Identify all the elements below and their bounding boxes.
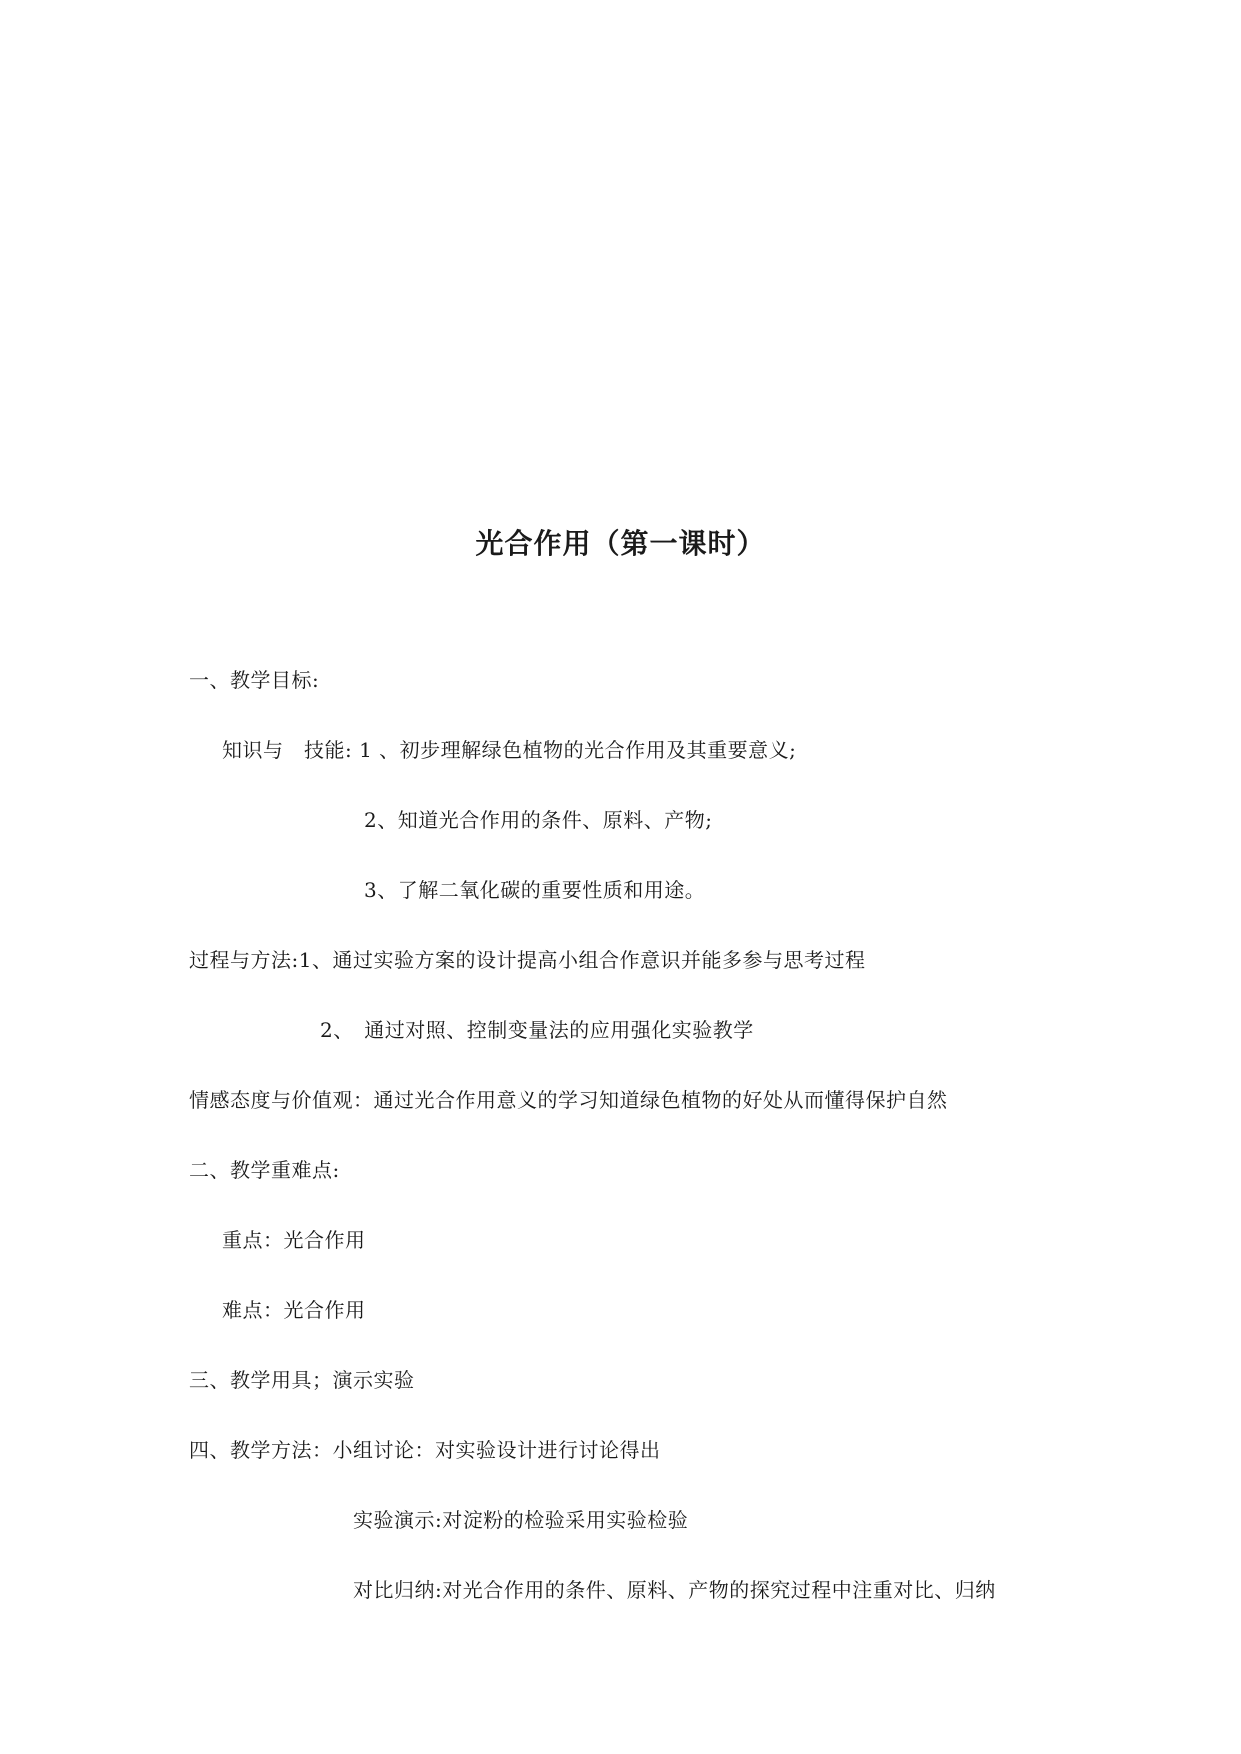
section-teaching-tools: 三、教学用具；演示实验 xyxy=(189,1368,415,1392)
section-heading-key-difficulties: 二、教学重难点: xyxy=(189,1158,340,1182)
key-point: 重点：光合作用 xyxy=(222,1228,366,1252)
goal-knowledge-skill-2: 2、知道光合作用的条件、原料、产物; xyxy=(364,808,713,832)
goal-knowledge-skill-1: 知识与 技能: 1 、初步理解绿色植物的光合作用及其重要意义; xyxy=(222,738,797,762)
goal-process-method-2: 2、 通过对照、控制变量法的应用强化实验教学 xyxy=(320,1018,754,1042)
method-comparison-induction: 对比归纳:对光合作用的条件、原料、产物的探究过程中注重对比、归纳 xyxy=(353,1578,996,1602)
document-title: 光合作用（第一课时） xyxy=(475,527,766,560)
method-experiment-demo: 实验演示:对淀粉的检验采用实验检验 xyxy=(353,1508,689,1532)
goal-process-method-1: 过程与方法:1、通过实验方案的设计提高小组合作意识并能多参与思考过程 xyxy=(189,948,866,972)
goal-knowledge-skill-3: 3、了解二氧化碳的重要性质和用途。 xyxy=(364,878,706,902)
section-heading-teaching-goals: 一、教学目标: xyxy=(189,668,320,692)
goal-emotion-values: 情感态度与价值观：通过光合作用意义的学习知道绿色植物的好处从而懂得保护自然 xyxy=(189,1088,948,1112)
section-teaching-methods: 四、教学方法：小组讨论：对实验设计进行讨论得出 xyxy=(189,1438,661,1462)
difficult-point: 难点：光合作用 xyxy=(222,1298,366,1322)
